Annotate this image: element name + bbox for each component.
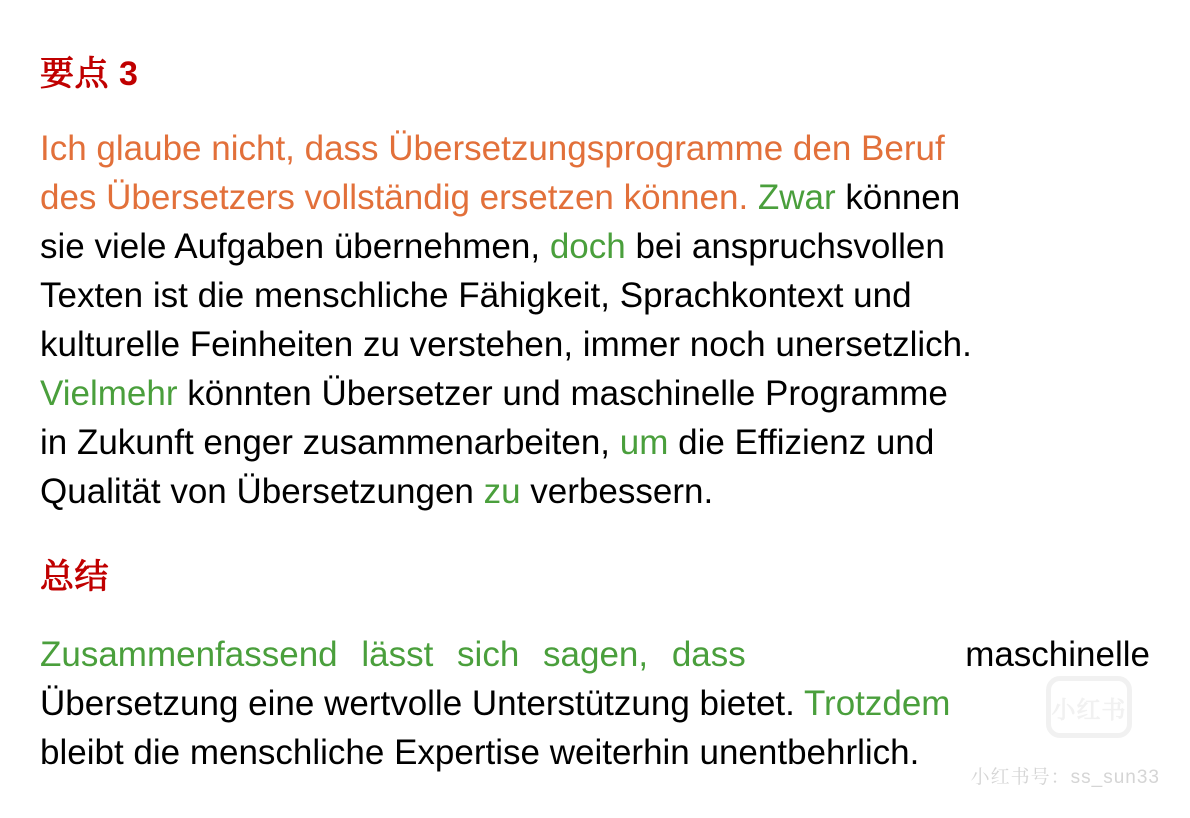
- text-run-highlight: doch: [549, 227, 626, 266]
- paragraph-key-point-3: [40, 124, 1150, 516]
- text-run: Qualität von Übersetzungen: [40, 472, 484, 511]
- document-page: [40, 0, 1150, 818]
- text-run: in Zukunft enger zusammenarbeiten,: [40, 423, 620, 462]
- text-run: maschinelle: [965, 635, 1150, 674]
- text-run: sie viele Aufgaben übernehmen,: [40, 227, 550, 266]
- section-heading-summary: 总结: [40, 558, 109, 596]
- text-run-highlight: Zwar: [757, 178, 836, 217]
- text-run-highlight: Vielmehr: [40, 374, 178, 413]
- watermark-handle: 小红书号：ss_sun33: [970, 767, 1160, 788]
- paragraph-line: [40, 418, 1150, 467]
- text-run: könnten Übersetzer und maschinelle Programme: [177, 374, 948, 413]
- watermark-logo-label: 小红书: [1051, 697, 1127, 724]
- text-run: können: [835, 178, 961, 217]
- paragraph-line: [40, 124, 1150, 173]
- text-run: bleibt die menschliche Expertise weiterhin unentbehrlich.: [40, 733, 920, 772]
- text-run: die Effizienz und: [668, 423, 935, 462]
- paragraph-line: [40, 173, 1150, 222]
- text-run-highlight: zu: [483, 472, 521, 511]
- paragraph-line: [40, 222, 1150, 271]
- paragraph-line: [40, 271, 1150, 320]
- text-run-highlight: um: [619, 423, 669, 462]
- paragraph-line: [40, 369, 1150, 418]
- paragraph-line: [40, 320, 1150, 369]
- paragraph-line: [40, 679, 1150, 728]
- text-run-highlight: Zusammenfassend lässt sich sagen, dass: [40, 635, 746, 674]
- watermark-logo-icon: [1046, 676, 1132, 738]
- text-run: des Übersetzers vollständig ersetzen können.: [40, 178, 758, 217]
- paragraph-line: [40, 630, 1150, 679]
- text-run: Ich glaube nicht, dass Übersetzungsprogramme den Beruf: [40, 129, 945, 168]
- paragraph-line: [40, 467, 1150, 516]
- text-run-highlight: Trotzdem: [803, 684, 951, 723]
- section-heading-key-point-3: 要点 3: [40, 55, 139, 93]
- paragraph-summary: [40, 630, 1150, 777]
- text-run: verbessern.: [520, 472, 714, 511]
- text-run: kulturelle Feinheiten zu verstehen, immer noch unersetzlich.: [40, 325, 972, 364]
- text-run: bei anspruchsvollen: [625, 227, 945, 266]
- text-run: Texten ist die menschliche Fähigkeit, Sprachkontext und: [40, 276, 912, 315]
- text-run: Übersetzung eine wertvolle Unterstützung bietet.: [40, 684, 804, 723]
